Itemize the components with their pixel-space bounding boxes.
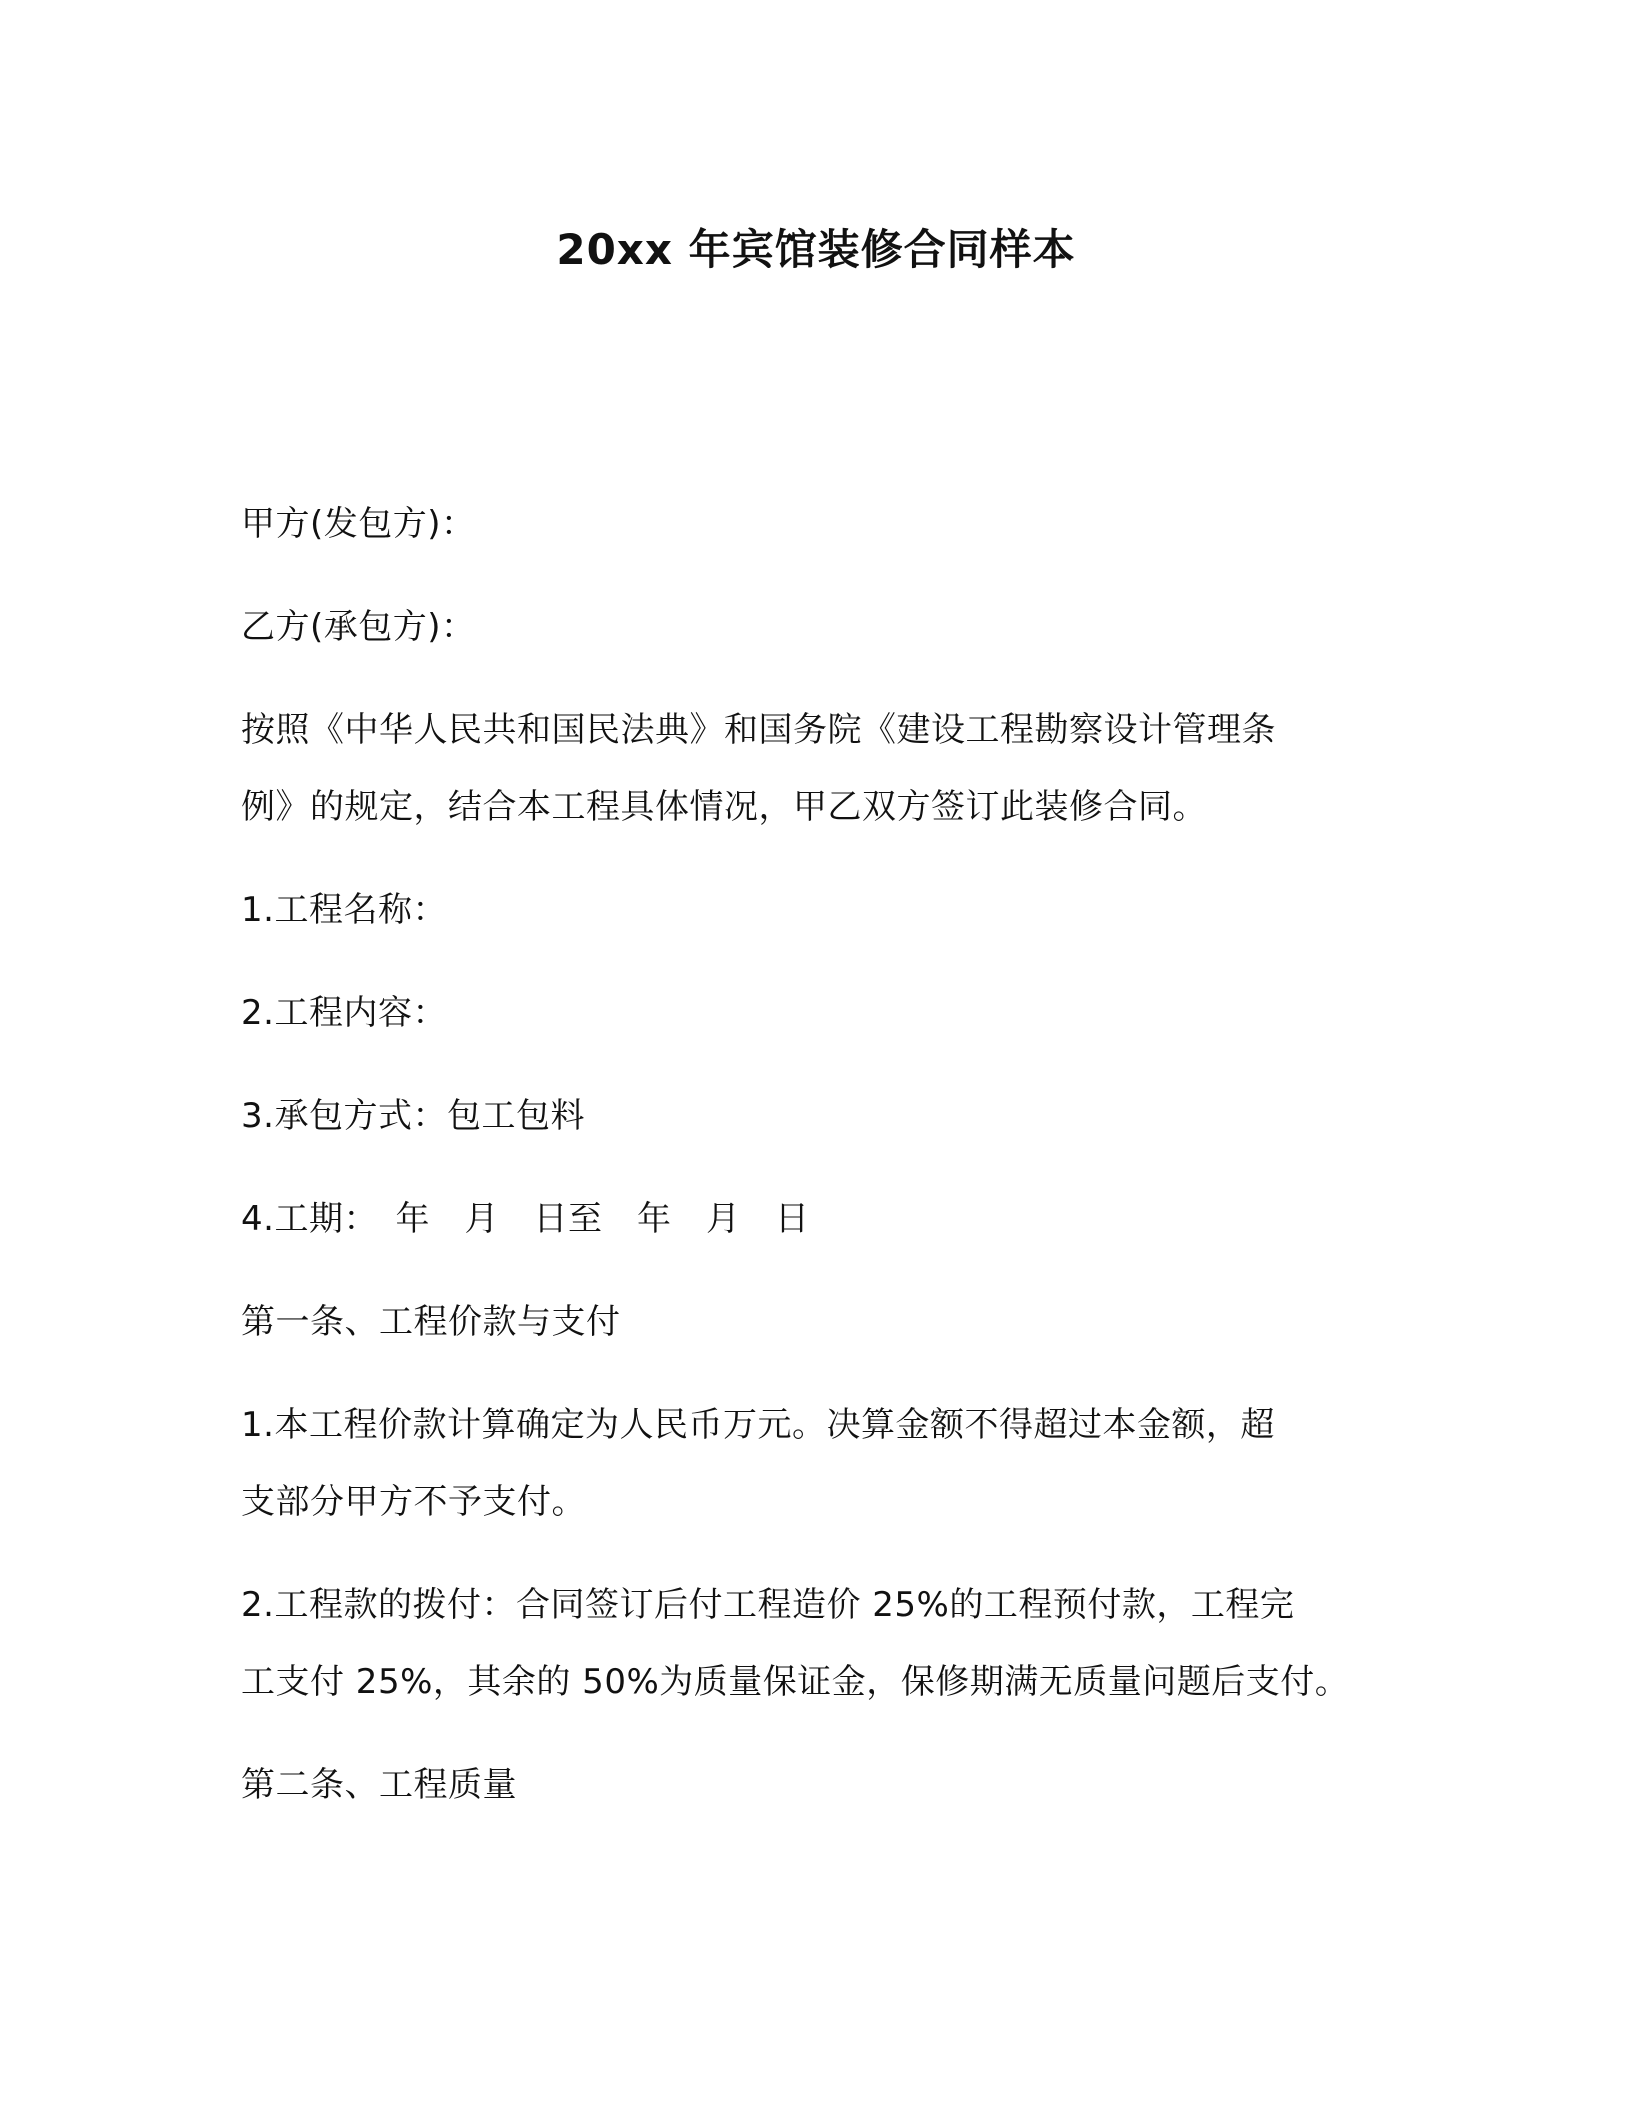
item-contract-method: 3.承包方式：包工包料 <box>241 1096 585 1136</box>
party-b-line: 乙方(承包方)： <box>241 607 476 647</box>
item-duration: 4.工期： 年 月 日至 年 月 日 <box>241 1199 810 1239</box>
item-project-name: 1.工程名称： <box>241 890 447 930</box>
document-title: 20xx 年宾馆装修合同样本 <box>556 225 1076 274</box>
party-a-line: 甲方(发包方)： <box>241 504 476 544</box>
preamble-line-2: 例》的规定，结合本工程具体情况，甲乙双方签订此装修合同。 <box>241 787 1207 827</box>
article-1-clause-1-line-1: 1.本工程价款计算确定为人民币万元。决算金额不得超过本金额，超 <box>241 1405 1275 1445</box>
article-1-clause-1-line-2: 支部分甲方不予支付。 <box>241 1482 586 1522</box>
article-2-heading: 第二条、工程质量 <box>241 1765 517 1805</box>
article-1-clause-2-line-2: 工支付 25%，其余的 50%为质量保证金，保修期满无质量问题后支付。 <box>241 1662 1350 1702</box>
article-1-clause-2-line-1: 2.工程款的拨付：合同签订后付工程造价 25%的工程预付款，工程完 <box>241 1585 1295 1625</box>
preamble-line-1: 按照《中华人民共和国民法典》和国务院《建设工程勘察设计管理条 <box>241 710 1276 750</box>
item-project-content: 2.工程内容： <box>241 993 447 1033</box>
article-1-heading: 第一条、工程价款与支付 <box>241 1302 621 1342</box>
